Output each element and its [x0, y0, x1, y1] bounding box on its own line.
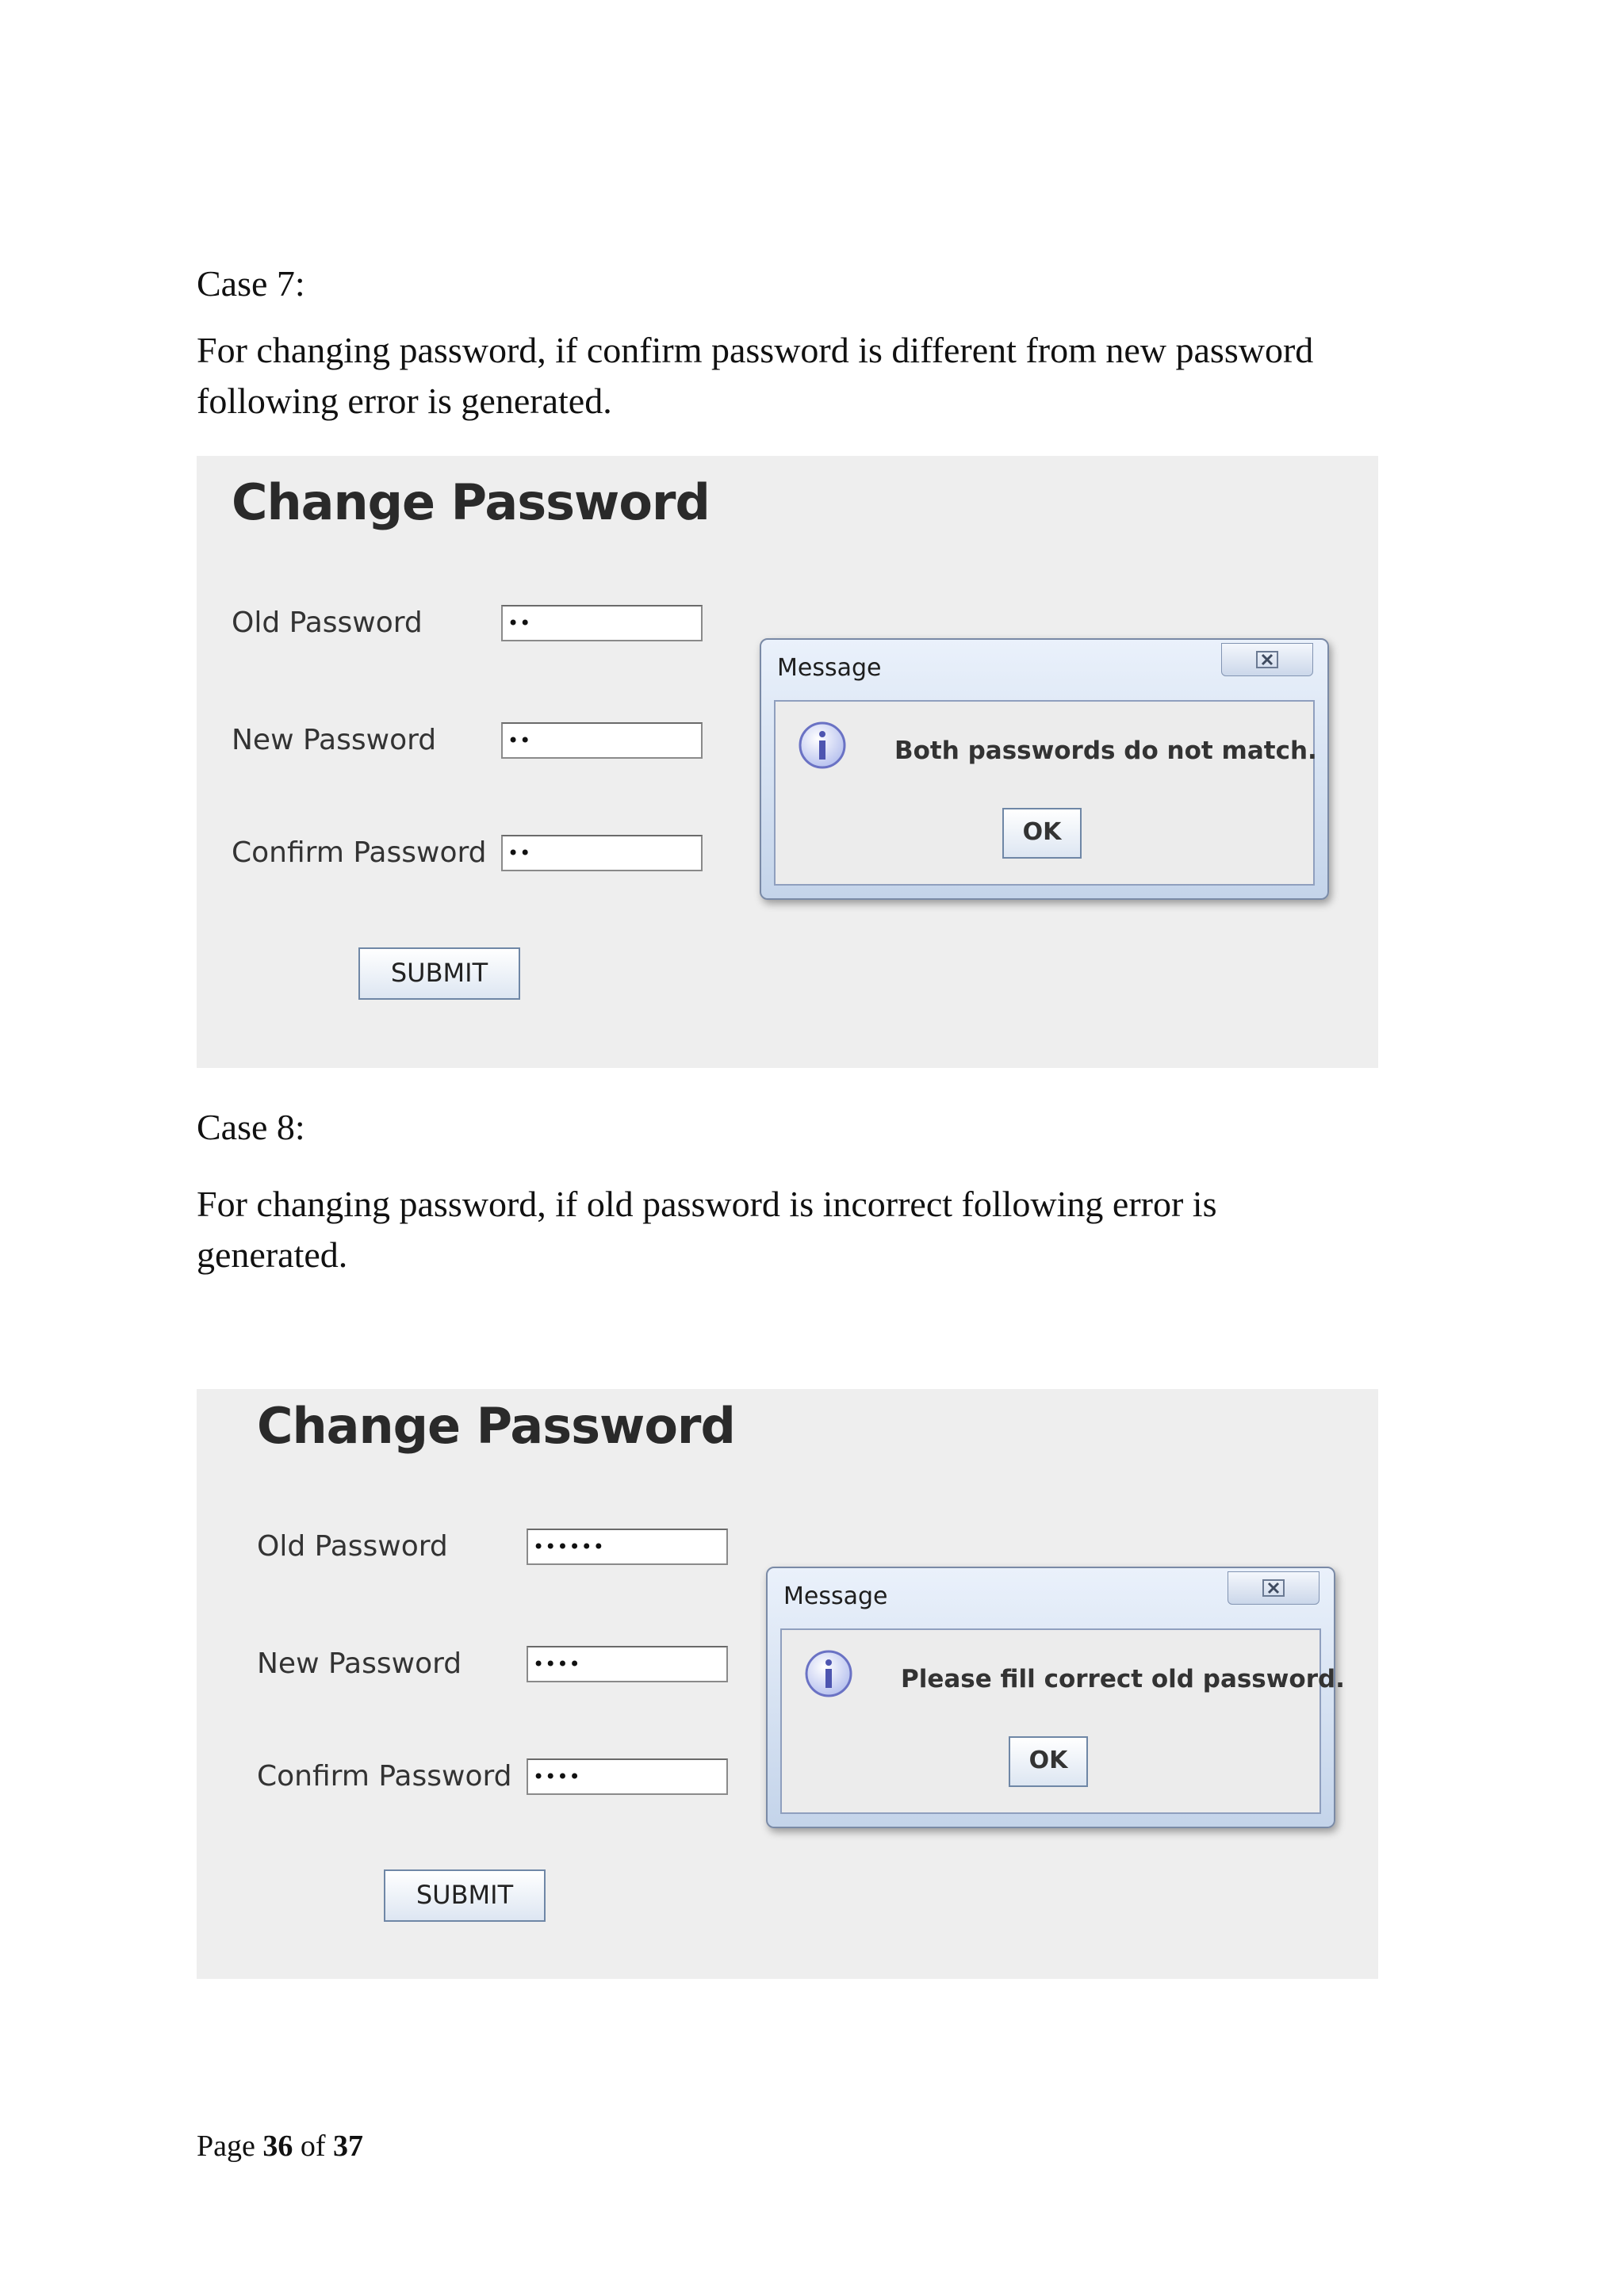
- submit-button[interactable]: SUBMIT: [358, 947, 520, 1000]
- page-title: Change Password: [257, 1397, 735, 1455]
- dialog-body: [780, 1628, 1345, 1814]
- page-word: Page: [197, 2130, 255, 2163]
- case-7-description: For changing password, if confirm password is different from new password following error is generated.: [197, 330, 1314, 421]
- info-icon: [804, 1649, 853, 1698]
- case-8-description: For changing password, if old password is incorrect following error is generated.: [197, 1184, 1217, 1275]
- info-icon: [798, 721, 847, 770]
- confirm-password-label: Confirm Password: [232, 836, 487, 869]
- page-footer: [197, 2127, 363, 2165]
- message-dialog: [766, 1567, 1345, 1828]
- submit-button[interactable]: SUBMIT: [384, 1869, 546, 1922]
- dialog-message: Both passwords do not match.: [894, 737, 1317, 765]
- dialog-body: [774, 700, 1315, 886]
- new-password-label: New Password: [257, 1647, 462, 1680]
- new-password-field[interactable]: ••: [501, 722, 703, 759]
- of-word: of: [300, 2130, 326, 2163]
- case-7-screenshot: [197, 456, 1378, 1068]
- confirm-password-field[interactable]: ••: [501, 835, 703, 871]
- old-password-field[interactable]: ••••••: [527, 1529, 728, 1565]
- confirm-password-field[interactable]: ••••: [527, 1758, 728, 1795]
- message-dialog: [760, 638, 1329, 900]
- new-password-label: New Password: [232, 724, 437, 756]
- old-password-label: Old Password: [257, 1530, 448, 1563]
- ok-button[interactable]: OK: [1009, 1736, 1088, 1787]
- old-password-label: Old Password: [232, 607, 423, 639]
- close-icon: [1255, 650, 1279, 669]
- case-7-heading: Case 7:: [197, 263, 305, 304]
- page-title: Change Password: [232, 473, 710, 531]
- close-button[interactable]: [1228, 1571, 1320, 1605]
- close-icon: [1262, 1578, 1285, 1598]
- close-button[interactable]: [1221, 643, 1313, 676]
- ok-button[interactable]: OK: [1002, 808, 1082, 859]
- current-page-number: 36: [262, 2130, 293, 2163]
- case-8-screenshot: [197, 1389, 1378, 1979]
- dialog-title: Message: [777, 654, 882, 682]
- new-password-field[interactable]: ••••: [527, 1646, 728, 1682]
- total-page-count: 37: [333, 2130, 364, 2163]
- case-8-heading: Case 8:: [197, 1107, 305, 1147]
- dialog-title: Message: [783, 1582, 888, 1610]
- confirm-password-label: Confirm Password: [257, 1760, 512, 1793]
- dialog-message: Please fill correct old password.: [901, 1665, 1345, 1693]
- old-password-field[interactable]: ••: [501, 605, 703, 641]
